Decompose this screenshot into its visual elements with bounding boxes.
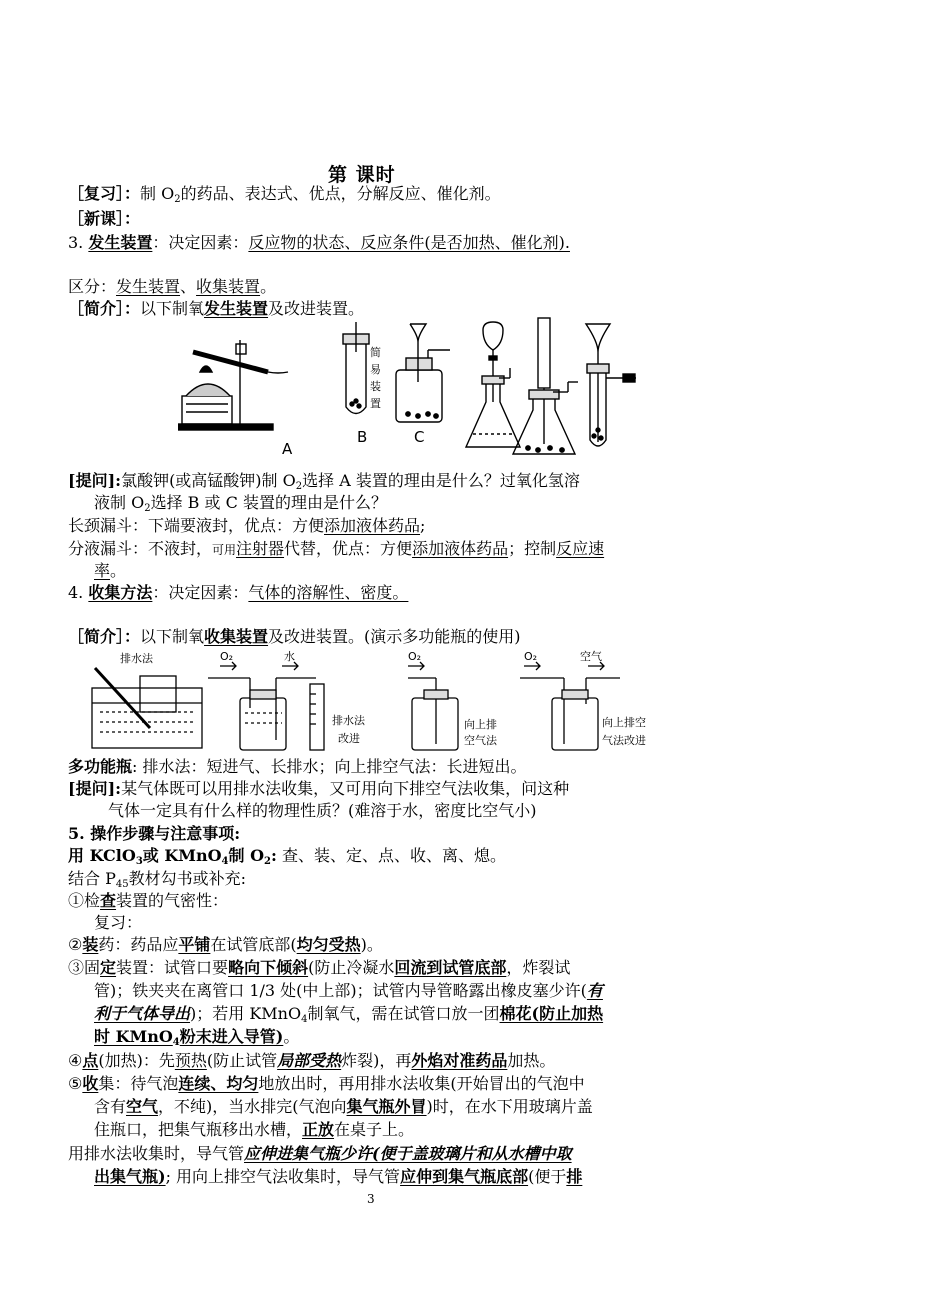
review-line: ［复习］：制 $O_2$的药品、表达式、优点，分解反应、催化剂。: [68, 184, 501, 205]
apparatus-c-diagram: [396, 324, 450, 422]
svg-text:向上排: 向上排: [464, 718, 497, 731]
drain-tip-line-1: 用排水法收集时，导气管应伸进集气瓶少许(便于盖玻璃片和从水槽中取: [68, 1144, 572, 1163]
section-3-heading: 3. 发生装置：决定因素：反应物的状态、反应条件(是否加热、催化剂).: [68, 233, 570, 252]
svg-text:置: 置: [370, 397, 381, 410]
label-a: A: [282, 440, 293, 458]
collection-apparatus-figure: [90, 648, 690, 756]
svg-text:空气法: 空气法: [464, 734, 497, 747]
apparatus-a-diagram: [178, 340, 288, 430]
intro-generation-line: ［简介］：以下制氧发生装置及改进装置。: [68, 299, 365, 318]
step-3-line-2: 管)；铁夹夹在离管口 1/3 处(中上部)；试管内导管略露出橡皮塞少许(有: [94, 981, 603, 1000]
multi-bottle-line: 多功能瓶: 排水法：短进气、长排水；向上排空气法：长进短出。: [68, 757, 527, 776]
new-lesson-line: ［新课］：: [68, 209, 141, 228]
svg-text:改进: 改进: [338, 732, 360, 745]
combine-textbook-line: 结合 $P_{45}$教材勾书或补充:: [68, 869, 246, 890]
apparatus-long-funnel-diagram: [513, 318, 578, 454]
separatory-funnel-line: 分液漏斗：不液封，可用注射器代替，优点：方便添加液体药品；控制反应速: [68, 539, 605, 558]
svg-text:简: 简: [370, 346, 381, 359]
svg-text:排水法: 排水法: [332, 714, 365, 727]
step-4-line: ④点(加热)：先预热(防止试管局部受热炸裂)，再外焰对准药品加热。: [68, 1051, 556, 1070]
step-3-line-4: 时 KMnO$_4$粉末进入导管)。: [94, 1027, 300, 1048]
lesson-title: 第 课时: [328, 164, 396, 186]
apparatus-separatory-funnel-diagram: [466, 322, 520, 447]
step-5-line-1: ⑤收集：待气泡连续、均匀地放出时，再用排水法收集(开始冒出的气泡中: [68, 1074, 585, 1093]
apparatus-test-tube-funnel-diagram: [586, 324, 636, 446]
step-5-line-2: 含有空气，不纯)，当水排完(气泡向集气瓶外冒)时，在水下用玻璃片盖: [94, 1097, 593, 1116]
step-1-review: 复习：: [94, 913, 143, 932]
section-5-heading: 5. 操作步骤与注意事项:: [68, 824, 241, 843]
distinguish-line: 区分：发生装置、收集装置。: [68, 277, 277, 296]
page-number: 3: [367, 1192, 375, 1206]
svg-text:O₂: O₂: [220, 650, 234, 663]
label-c: C: [414, 428, 425, 446]
apparatus-b-diagram: [343, 322, 369, 414]
long-neck-funnel-line: 长颈漏斗：下端要液封，优点：方便添加液体药品;: [68, 516, 426, 535]
drain-tip-line-2: 出集气瓶); 用向上排空气法收集时，导气管应伸到集气瓶底部(便于排: [94, 1167, 583, 1186]
generation-apparatus-figure: [178, 312, 658, 462]
svg-text:向上排空: 向上排空: [602, 716, 646, 729]
intro-collection-line: ［简介］：以下制氧收集装置及改进装置。(演示多功能瓶的使用): [68, 627, 521, 646]
step-5-line-3: 住瓶口，把集气瓶移出水槽，正放在桌子上。: [94, 1120, 415, 1139]
drain-improved-diagram: [208, 662, 324, 750]
question-1-line-1: [提问]:氯酸钾(或高锰酸钾)制 $O_2$选择 A 装置的理由是什么？过氧化氢溶: [68, 471, 580, 492]
question-2-line-1: [提问]:某气体既可以用排水法收集，又可用向下排空气法收集，问这种: [68, 779, 570, 798]
step-1-line: ①检查装置的气密性：: [68, 891, 229, 910]
step-3-line-1: ③固定装置：试管口要略向下倾斜(防止冷凝水回流到试管底部，炸裂试: [68, 958, 571, 977]
step-3-line-3: 利于气体导出)；若用 KMnO$_4$制氧气，需在试管口放一团棉花(防止加热: [94, 1004, 604, 1025]
svg-text:水: 水: [284, 650, 295, 663]
question-2-line-2: 气体一定具有什么样的物理性质？(难溶于水，密度比空气小): [108, 801, 537, 820]
section-4-heading: 4. 收集方法：决定因素：气体的溶解性、密度。: [68, 583, 409, 602]
upward-air-diagram: [408, 662, 458, 750]
svg-text:排水法: 排水法: [120, 652, 153, 665]
water-trough-diagram: [92, 668, 202, 748]
svg-text:O₂: O₂: [524, 650, 538, 663]
separatory-funnel-line-2: 率。: [94, 561, 127, 580]
question-1-line-2: 液制 $O_2$选择 B 或 C 装置的理由是什么？: [94, 493, 387, 514]
svg-text:气法改进: 气法改进: [602, 734, 646, 747]
svg-text:易: 易: [370, 363, 381, 376]
svg-text:O₂: O₂: [408, 650, 422, 663]
svg-text:装: 装: [370, 380, 381, 393]
kclo3-line: 用 KClO$_3$或 KMnO$_4$制 $O_2$: 查、装、定、点、收、离、熄。: [68, 846, 506, 867]
svg-text:空气: 空气: [580, 650, 602, 663]
label-b: B: [357, 428, 368, 446]
step-2-line: ②装药：药品应平铺在试管底部(均匀受热)。: [68, 935, 383, 954]
